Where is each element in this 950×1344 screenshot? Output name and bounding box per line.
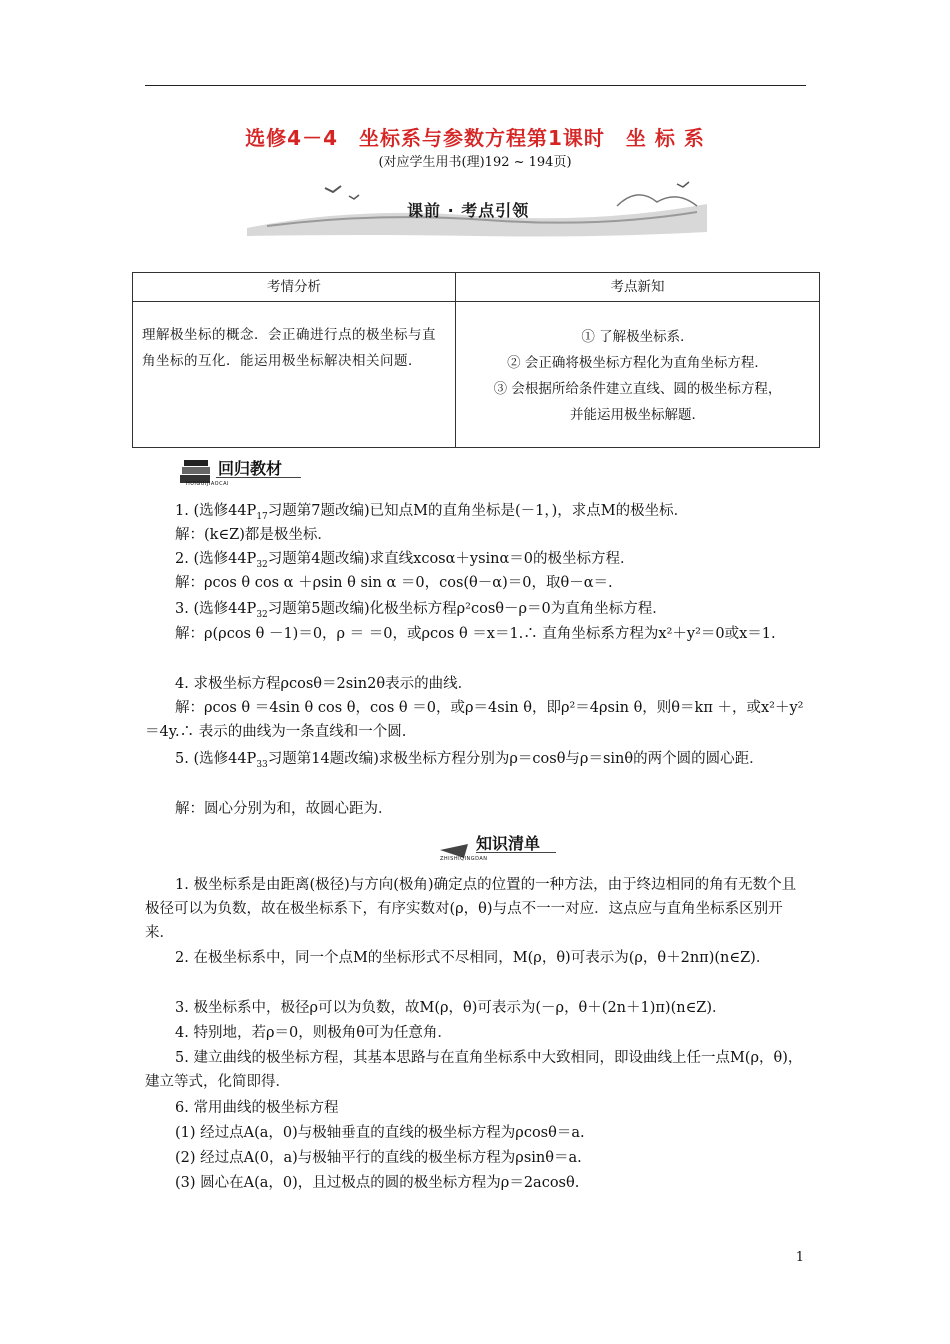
table-header-points: 考点新知 [456,273,820,302]
section-header-review [178,447,303,487]
question-2: 2. (选修$44P_{32}$习题第4题改编)求直线xcosα＋ysinα＝0的极坐标方程． [175,551,635,570]
table-header-analysis: 考情分析 [133,273,456,302]
question-1: 1. (选修$44P_{17}$习题第7题改编)已知点M的直角坐标是(－1，)，求点M的极坐标． [175,503,689,522]
knowledge-item: 5. 建立曲线的极坐标方程，其基本思路与在直角坐标系中大致相同，即设曲线上任一点M(ρ，θ)，建立等式，化简即得． [145,1050,803,1090]
point-line: ② 会正确将极坐标方程化为直角坐标方程． [507,355,768,371]
knowledge-item: 2. 在极坐标系中，同一个点M的坐标形式不尽相同，M(ρ，θ)可表示为(ρ，θ＋2nπ)(n∈Z)． [175,950,771,966]
point-line: 并能运用极坐标解题． [570,407,705,423]
section-pinyin: HUIGUIJIAOCAI [186,481,230,487]
knowledge-item: (3) 圆心在A(a，0)，且过极点的圆的极坐标方程为ρ＝2acosθ. [175,1175,580,1191]
knowledge-item: 6. 常用曲线的极坐标方程 [175,1100,339,1116]
knowledge-item: 3. 极坐标系中，极径ρ可以为负数，故M(ρ，θ)可表示为(－ρ，θ＋(2n＋1)π)(n∈Z)． [175,1000,727,1016]
section-title: 知识清单 [476,834,541,853]
points-cell [456,302,820,448]
knowledge-item: 4. 特别地，若ρ＝0，则极角θ可为任意角． [175,1025,452,1041]
answer-2: 解：ρcos θ cos α ＋ρsin θ sin α ＝0，cos(θ－α)＝0，取θ－α＝. [175,575,613,591]
question-3: 3. (选修$44P_{32}$习题第5题改编)化极坐标方程ρ²cosθ－ρ＝0为直角坐标方程． [175,601,667,620]
page-subtitle: (对应学生用书(理)192 ~ 194页) [378,155,572,170]
question-4: 4. 求极坐标方程ρcosθ＝2sin2θ表示的曲线． [175,676,473,692]
section-pinyin: ZHISHIQINGDAN [440,856,488,862]
page-number: 1 [795,1250,804,1265]
banner-label: 课前 · 考点引领 [407,201,530,220]
knowledge-item: (1) 经过点A(a，0)与极轴垂直的直线的极坐标方程为ρcosθ＝a. [175,1125,585,1141]
answer-5: 解：圆心分别为和，故圆心距为． [175,801,393,817]
page-title: 选修4－4 坐标系与参数方程第1课时 坐 标 系 [245,126,705,150]
knowledge-item: 1. 极坐标系是由距离(极径)与方向(极角)确定点的位置的一种方法，由于终边相同的角有无数个且极径可以为负数，故在极坐标系下，有序实数对(ρ，θ)与点不一一对应．这点应与直角坐标系区别开来． [145,877,797,941]
header-rule [145,85,806,86]
answer-3: 解：ρ(ρcos θ －1)＝0，ρ ＝ ＝0，或ρcos θ ＝x＝1.∴ 直角坐标系方程为x²＋y²＝0或x＝1. [175,626,776,642]
point-line: ① 了解极坐标系． [581,329,694,345]
answer-1: 解：(k∈Z)都是极坐标． [175,527,332,543]
point-line: ③ 会根据所给条件建立直线、圆的极坐标方程， [493,381,782,397]
section-header-knowledge [438,824,563,862]
section-title: 回归教材 [218,459,283,478]
question-5: 5. (选修$44P_{33}$习题第14题改编)求极坐标方程分别为ρ＝cosθ与ρ＝sinθ的两个圆的圆心距． [175,751,764,770]
analysis-table [132,272,820,448]
answer-4: 解：ρcos θ ＝4sin θ cos θ，cos θ ＝0，或ρ＝4sin θ，即ρ²＝4ρsin θ，则θ＝kπ ＋，或x²＋y²＝4y.∴ 表示的曲线为一条直线和一个圆. [145,700,804,740]
analysis-cell: 理解极坐标的概念．会正确进行点的极坐标与直角坐标的互化．能运用极坐标解决相关问题． [133,302,456,448]
knowledge-item: (2) 经过点A(0，a)与极轴平行的直线的极坐标方程为ρsinθ＝a. [175,1150,582,1166]
